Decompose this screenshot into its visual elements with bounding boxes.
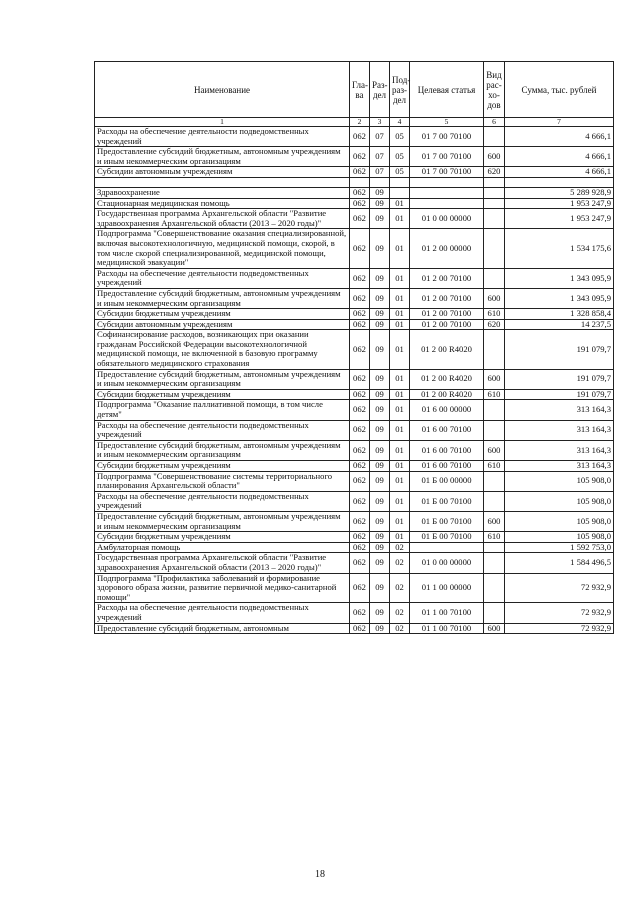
row-vid: 610: [484, 532, 505, 543]
row-razdel: 09: [370, 532, 390, 543]
row-razdel: 09: [370, 400, 390, 420]
row-podrazdel: [390, 177, 410, 187]
row-razdel: 07: [370, 167, 390, 178]
row-summa: 72 932,9: [505, 573, 614, 603]
row-podrazdel: 01: [390, 400, 410, 420]
row-razdel: 07: [370, 127, 390, 147]
table-row: [95, 400, 614, 420]
row-summa: 191 079,7: [505, 330, 614, 369]
row-vid: [484, 573, 505, 603]
row-tselevaya: 01 2 00 70100: [410, 268, 484, 288]
row-tselevaya: 01 6 00 70100: [410, 420, 484, 440]
row-name: Государственная программа Архангельской области "Развитие здравоохранения Архангельской области (2013 – 2020 годы)": [95, 209, 350, 229]
row-summa: 105 908,0: [505, 511, 614, 531]
column-number: 7: [505, 118, 614, 127]
row-name: Предоставление субсидий бюджетным, автономным учреждениям и иным некоммерческим организациям: [95, 369, 350, 389]
row-vid: 620: [484, 319, 505, 330]
row-podrazdel: 01: [390, 389, 410, 400]
row-tselevaya: 01 6 00 70100: [410, 440, 484, 460]
row-vid: 610: [484, 309, 505, 320]
table-row: [95, 127, 614, 147]
row-vid: [484, 471, 505, 491]
column-number: 6: [484, 118, 505, 127]
column-number: 1: [95, 118, 350, 127]
table-row: [95, 471, 614, 491]
row-podrazdel: 01: [390, 229, 410, 268]
row-razdel: 09: [370, 330, 390, 369]
page-number: 18: [315, 869, 325, 880]
row-vid: [484, 198, 505, 209]
row-razdel: 09: [370, 573, 390, 603]
row-tselevaya: 01 Б 00 70100: [410, 532, 484, 543]
table-row: [95, 389, 614, 400]
row-glava: 062: [350, 623, 370, 634]
table-row: [95, 603, 614, 623]
row-podrazdel: 01: [390, 420, 410, 440]
row-summa: 313 164,3: [505, 400, 614, 420]
table-row: [95, 532, 614, 543]
row-glava: 062: [350, 461, 370, 472]
row-tselevaya: 01 0 00 00000: [410, 553, 484, 573]
row-razdel: 09: [370, 491, 390, 511]
header-razdel: Раз-дел: [370, 62, 390, 118]
row-tselevaya: [410, 198, 484, 209]
row-podrazdel: 01: [390, 461, 410, 472]
row-razdel: 09: [370, 198, 390, 209]
row-glava: 062: [350, 147, 370, 167]
row-tselevaya: 01 2 00 00000: [410, 229, 484, 268]
row-name: Расходы на обеспечение деятельности подведомственных учреждений: [95, 127, 350, 147]
row-podrazdel: 01: [390, 511, 410, 531]
table-row: [95, 268, 614, 288]
row-name: Предоставление субсидий бюджетным, автономным учреждениям и иным некоммерческим организациям: [95, 147, 350, 167]
row-name: Предоставление субсидий бюджетным, автономным учреждениям и иным некоммерческим организациям: [95, 511, 350, 531]
row-tselevaya: 01 7 00 70100: [410, 147, 484, 167]
row-podrazdel: 01: [390, 309, 410, 320]
row-vid: [484, 229, 505, 268]
row-razdel: 09: [370, 389, 390, 400]
row-tselevaya: 01 6 00 70100: [410, 461, 484, 472]
row-razdel: 09: [370, 187, 390, 198]
row-summa: 1 328 858,4: [505, 309, 614, 320]
row-razdel: 09: [370, 603, 390, 623]
row-razdel: 09: [370, 288, 390, 308]
row-summa: 105 908,0: [505, 491, 614, 511]
row-razdel: 09: [370, 542, 390, 553]
row-glava: 062: [350, 127, 370, 147]
row-vid: 600: [484, 440, 505, 460]
row-podrazdel: 01: [390, 319, 410, 330]
row-vid: [484, 127, 505, 147]
column-number: 2: [350, 118, 370, 127]
row-podrazdel: 05: [390, 147, 410, 167]
table-row: [95, 369, 614, 389]
row-vid: [484, 330, 505, 369]
header-name: Наименование: [95, 62, 350, 118]
row-vid: 610: [484, 389, 505, 400]
row-summa: 1 953 247,9: [505, 198, 614, 209]
row-vid: [484, 400, 505, 420]
row-podrazdel: [390, 187, 410, 198]
table-row: [95, 511, 614, 531]
row-podrazdel: 05: [390, 127, 410, 147]
row-summa: 5 289 928,9: [505, 187, 614, 198]
row-razdel: 09: [370, 229, 390, 268]
table-row: [95, 288, 614, 308]
row-name: Предоставление субсидий бюджетным, автономным учреждениям и иным некоммерческим организациям: [95, 440, 350, 460]
column-number: 5: [410, 118, 484, 127]
row-vid: [484, 187, 505, 198]
table-row: [95, 147, 614, 167]
row-glava: 062: [350, 553, 370, 573]
row-podrazdel: 01: [390, 268, 410, 288]
header-glava: Гла-ва: [350, 62, 370, 118]
row-glava: 062: [350, 229, 370, 268]
row-glava: 062: [350, 330, 370, 369]
row-razdel: 09: [370, 553, 390, 573]
row-summa: 313 164,3: [505, 440, 614, 460]
row-summa: 1 953 247,9: [505, 209, 614, 229]
row-name: Предоставление субсидий бюджетным, автономным: [95, 623, 350, 634]
budget-table: [94, 61, 614, 634]
row-vid: 610: [484, 461, 505, 472]
row-glava: 062: [350, 309, 370, 320]
row-name: Предоставление субсидий бюджетным, автономным учреждениям и иным некоммерческим организациям: [95, 288, 350, 308]
row-podrazdel: 01: [390, 440, 410, 460]
row-name: Субсидии автономным учреждениям: [95, 319, 350, 330]
row-tselevaya: 01 1 00 70100: [410, 603, 484, 623]
table-row: [95, 440, 614, 460]
row-glava: [350, 177, 370, 187]
row-glava: 062: [350, 288, 370, 308]
row-name: Амбулаторная помощь: [95, 542, 350, 553]
row-tselevaya: 01 2 00 R4020: [410, 330, 484, 369]
row-summa: 4 666,1: [505, 167, 614, 178]
row-tselevaya: 01 2 00 R4020: [410, 389, 484, 400]
table-row: [95, 319, 614, 330]
row-summa: 105 908,0: [505, 532, 614, 543]
table-row: [95, 573, 614, 603]
header-tselevaya: Целевая статья: [410, 62, 484, 118]
row-name: Подпрограмма "Совершенствование системы территориального планирования Архангельской области": [95, 471, 350, 491]
row-name: Расходы на обеспечение деятельности подведомственных учреждений: [95, 268, 350, 288]
table-row: [95, 542, 614, 553]
row-vid: 600: [484, 623, 505, 634]
row-tselevaya: 01 6 00 00000: [410, 400, 484, 420]
row-summa: 313 164,3: [505, 461, 614, 472]
table-row: [95, 461, 614, 472]
row-summa: 191 079,7: [505, 369, 614, 389]
row-vid: [484, 553, 505, 573]
row-tselevaya: 01 Б 00 70100: [410, 511, 484, 531]
row-name: Софинансирование расходов, возникающих при оказании гражданам Российской Федерации высокотехнологичной медицинской помощи, не включенной в базовую программу обязательного медицинского страхования: [95, 330, 350, 369]
table-row: [95, 309, 614, 320]
row-name: Расходы на обеспечение деятельности подведомственных учреждений: [95, 491, 350, 511]
row-name: Подпрограмма "Оказание паллиативной помощи, в том числе детям": [95, 400, 350, 420]
row-summa: 1 534 175,6: [505, 229, 614, 268]
row-glava: 062: [350, 209, 370, 229]
row-tselevaya: 01 Б 00 70100: [410, 491, 484, 511]
row-podrazdel: 01: [390, 209, 410, 229]
row-tselevaya: 01 Б 00 00000: [410, 471, 484, 491]
row-tselevaya: 01 7 00 70100: [410, 127, 484, 147]
table-row: [95, 167, 614, 178]
row-razdel: 09: [370, 623, 390, 634]
row-name: Субсидии автономным учреждениям: [95, 167, 350, 178]
row-summa: 1 343 095,9: [505, 268, 614, 288]
row-glava: 062: [350, 369, 370, 389]
table-row: [95, 209, 614, 229]
row-glava: 062: [350, 511, 370, 531]
table-header-row: [95, 62, 614, 118]
row-summa: 72 932,9: [505, 603, 614, 623]
row-name: [95, 177, 350, 187]
row-name: Здравоохранение: [95, 187, 350, 198]
row-vid: [484, 177, 505, 187]
row-vid: [484, 268, 505, 288]
row-vid: [484, 542, 505, 553]
row-name: Подпрограмма "Совершенствование оказания специализированной, включая высокотехнологичную, медицинской помощи, скорой, в том числе скорой специализированной, медицинской помощи, медицинской эвакуации": [95, 229, 350, 268]
row-tselevaya: [410, 542, 484, 553]
row-podrazdel: 01: [390, 330, 410, 369]
row-podrazdel: 01: [390, 288, 410, 308]
row-podrazdel: 01: [390, 532, 410, 543]
row-glava: 062: [350, 603, 370, 623]
row-vid: 620: [484, 167, 505, 178]
row-vid: [484, 603, 505, 623]
column-number: 3: [370, 118, 390, 127]
row-tselevaya: 01 2 00 R4020: [410, 369, 484, 389]
row-vid: [484, 420, 505, 440]
row-name: Субсидии бюджетным учреждениям: [95, 389, 350, 400]
row-glava: 062: [350, 400, 370, 420]
row-summa: [505, 177, 614, 187]
table-row: [95, 187, 614, 198]
row-podrazdel: 02: [390, 603, 410, 623]
row-summa: 14 237,5: [505, 319, 614, 330]
table-body: [95, 127, 614, 634]
row-vid: 600: [484, 147, 505, 167]
row-summa: 1 592 753,0: [505, 542, 614, 553]
row-name: Расходы на обеспечение деятельности подведомственных учреждений: [95, 603, 350, 623]
header-podrazdel: Под-раз-дел: [390, 62, 410, 118]
row-glava: 062: [350, 542, 370, 553]
row-tselevaya: 01 2 00 70100: [410, 309, 484, 320]
row-podrazdel: 01: [390, 491, 410, 511]
row-name: Расходы на обеспечение деятельности подведомственных учреждений: [95, 420, 350, 440]
row-glava: 062: [350, 167, 370, 178]
row-glava: 062: [350, 440, 370, 460]
row-razdel: 09: [370, 369, 390, 389]
row-vid: 600: [484, 511, 505, 531]
row-podrazdel: 01: [390, 471, 410, 491]
row-glava: 062: [350, 198, 370, 209]
row-podrazdel: 02: [390, 623, 410, 634]
row-podrazdel: 02: [390, 553, 410, 573]
row-name: Субсидии бюджетным учреждениям: [95, 532, 350, 543]
row-vid: [484, 209, 505, 229]
row-tselevaya: 01 1 00 70100: [410, 623, 484, 634]
table-row: [95, 553, 614, 573]
row-tselevaya: 01 0 00 00000: [410, 209, 484, 229]
row-razdel: 07: [370, 147, 390, 167]
row-glava: 062: [350, 319, 370, 330]
row-summa: 4 666,1: [505, 127, 614, 147]
row-name: Субсидии бюджетным учреждениям: [95, 461, 350, 472]
row-razdel: 09: [370, 268, 390, 288]
row-summa: 72 932,9: [505, 623, 614, 634]
table-row: [95, 198, 614, 209]
row-razdel: [370, 177, 390, 187]
row-razdel: 09: [370, 440, 390, 460]
row-name: Субсидии бюджетным учреждениям: [95, 309, 350, 320]
row-razdel: 09: [370, 420, 390, 440]
blank-row: [95, 177, 614, 187]
header-summa: Сумма, тыс. рублей: [505, 62, 614, 118]
row-summa: 1 343 095,9: [505, 288, 614, 308]
row-razdel: 09: [370, 319, 390, 330]
row-glava: 062: [350, 389, 370, 400]
column-number: 4: [390, 118, 410, 127]
row-tselevaya: 01 2 00 70100: [410, 288, 484, 308]
row-summa: 4 666,1: [505, 147, 614, 167]
row-vid: 600: [484, 288, 505, 308]
row-podrazdel: 05: [390, 167, 410, 178]
row-razdel: 09: [370, 209, 390, 229]
row-glava: 062: [350, 573, 370, 603]
row-razdel: 09: [370, 471, 390, 491]
row-tselevaya: 01 2 00 70100: [410, 319, 484, 330]
row-vid: [484, 491, 505, 511]
table-row: [95, 420, 614, 440]
row-razdel: 09: [370, 461, 390, 472]
row-tselevaya: [410, 177, 484, 187]
row-vid: 600: [484, 369, 505, 389]
table-row: [95, 229, 614, 268]
row-summa: 105 908,0: [505, 471, 614, 491]
row-podrazdel: 02: [390, 573, 410, 603]
row-summa: 191 079,7: [505, 389, 614, 400]
row-tselevaya: 01 1 00 00000: [410, 573, 484, 603]
table-row: [95, 491, 614, 511]
row-tselevaya: [410, 187, 484, 198]
row-podrazdel: 01: [390, 369, 410, 389]
row-summa: 313 164,3: [505, 420, 614, 440]
header-vid: Вид рас-хо-дов: [484, 62, 505, 118]
row-tselevaya: 01 7 00 70100: [410, 167, 484, 178]
row-glava: 062: [350, 187, 370, 198]
table-row: [95, 330, 614, 369]
row-name: Стационарная медицинская помощь: [95, 198, 350, 209]
row-name: Подпрограмма "Профилактика заболеваний и формирование здорового образа жизни, развитие первичной медико-санитарной помощи": [95, 573, 350, 603]
row-name: Государственная программа Архангельской области "Развитие здравоохранения Архангельской области (2013 – 2020 годы)": [95, 553, 350, 573]
row-glava: 062: [350, 532, 370, 543]
row-summa: 1 584 496,5: [505, 553, 614, 573]
row-podrazdel: 02: [390, 542, 410, 553]
table-row: [95, 623, 614, 634]
row-glava: 062: [350, 491, 370, 511]
row-glava: 062: [350, 471, 370, 491]
row-razdel: 09: [370, 511, 390, 531]
row-glava: 062: [350, 268, 370, 288]
row-glava: 062: [350, 420, 370, 440]
row-podrazdel: 01: [390, 198, 410, 209]
row-razdel: 09: [370, 309, 390, 320]
